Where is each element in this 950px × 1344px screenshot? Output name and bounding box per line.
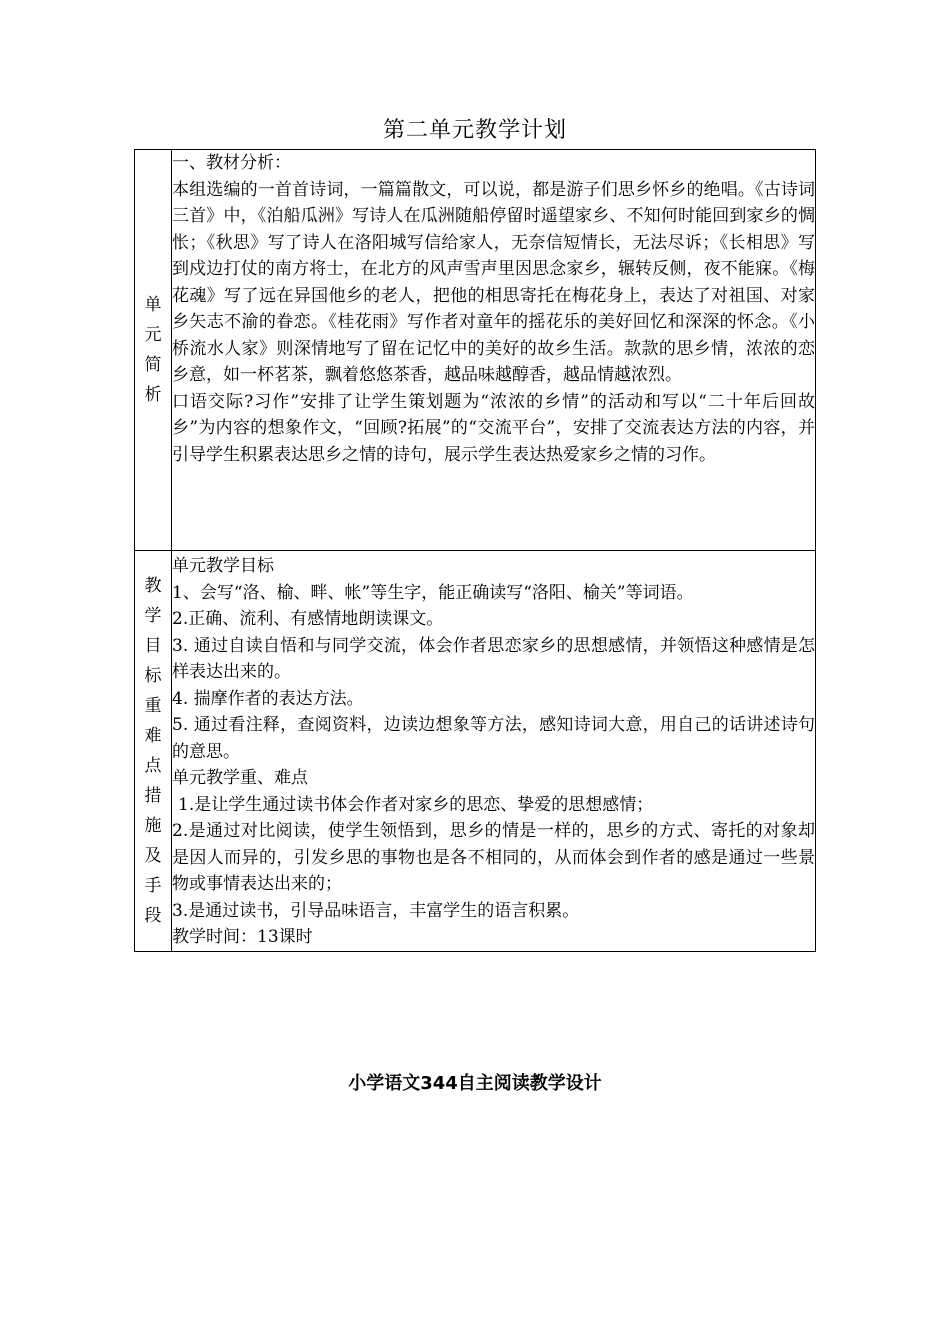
side-char: 措 <box>144 785 162 806</box>
side-label-analysis <box>135 150 172 551</box>
key-point-item: 1.是让学生通过读书体会作者对家乡的思恋、挚爱的思想感情； <box>178 794 654 815</box>
side-char: 施 <box>144 815 162 836</box>
plan-table <box>134 149 816 952</box>
document-title: 第二单元教学计划 <box>382 118 567 143</box>
side-char: 点 <box>144 755 162 776</box>
side-char: 简 <box>144 355 162 375</box>
side-char: 段 <box>144 905 162 926</box>
analysis-heading: 一、教材分析： <box>172 153 291 173</box>
goals-heading: 单元教学目标 <box>172 556 274 576</box>
key-point-item: 2.是通过对比阅读，使学生领悟到，思乡的情是一样的，思乡的方式、寄托的对象却是因人而异的，引发乡思的事物也是各不相同的，从而体会到作者的感是通过一些景物或事情表达出来的； <box>172 821 815 894</box>
goals-content <box>172 551 816 952</box>
goal-item: 4. 揣摩作者的表达方法。 <box>172 688 364 709</box>
key-point-item: 3.是通过读书，引导品味语言，丰富学生的语言积累。 <box>172 900 580 921</box>
goal-item: 3. 通过自读自悟和与同学交流，体会作者思恋家乡的思想感情，并领悟这种感情是怎样表达出来的。 <box>172 635 815 682</box>
next-document-title: 小学语文344自主阅读教学设计 <box>348 1073 602 1094</box>
side-char: 单 <box>144 295 162 315</box>
side-char: 教 <box>144 575 162 596</box>
side-char: 元 <box>144 325 162 345</box>
analysis-paragraph: 口语交际?习作”安排了让学生策划题为“浓浓的乡情”的活动和写以“二十年后回故乡”为内容的想象作文，“回顾?拓展”的“交流平台”，安排了交流表达方法的内容，并引导学生积累表达思乡之情的诗句，展示学生表达热爱家乡之情的习作。 <box>172 391 815 465</box>
side-char: 析 <box>144 385 162 405</box>
side-char: 标 <box>144 665 162 686</box>
side-char: 目 <box>144 635 162 656</box>
key-points-heading: 单元教学重、难点 <box>172 768 308 788</box>
goal-item: 1、会写“洛、榆、畔、帐”等生字，能正确读写“洛阳、榆关”等词语。 <box>172 582 694 603</box>
side-char: 重 <box>144 695 162 716</box>
analysis-paragraph: 本组选编的一首首诗词，一篇篇散文，可以说，都是游子们思乡怀乡的绝唱。《古诗词三首》中，《泊船瓜洲》写诗人在瓜洲随船停留时遥望家乡、不知何时能回到家乡的惆怅；《秋思》写了诗人在洛阳城写信给家人，无奈信短情长，无法尽诉；《长相思》写到戍边打仗的南方将士，在北方的风声雪声里因思念家乡，辗转反侧，夜不能寐。《梅花魂》写了远在异国他乡的老人，把他的相思寄托在梅花身上，表达了对祖国、对家乡矢志不渝的眷恋。《桂花雨》写作者对童年的摇花乐的美好回忆和深深的怀念。《小桥流水人家》则深情地写了留在记忆中的美好的故乡生活。款款的思乡情，浓浓的恋乡意，如一杯茗茶，飘着悠悠茶香，越品味越醇香，越品情越浓烈。 <box>172 179 815 385</box>
side-char: 及 <box>144 845 162 866</box>
table-row-analysis <box>135 150 816 551</box>
goal-item: 2.正确、流利、有感情地朗读课文。 <box>172 609 444 629</box>
side-label-goals <box>135 551 172 952</box>
side-char: 学 <box>144 605 162 626</box>
side-char: 难 <box>144 725 162 746</box>
teaching-time: 教学时间：13课时 <box>172 927 313 947</box>
table-row-goals <box>135 551 816 952</box>
analysis-content <box>172 150 816 551</box>
goal-item: 5. 通过看注释，查阅资料，边读边想象等方法，感知诗词大意，用自己的话讲述诗句的意思。 <box>172 715 815 762</box>
side-char: 手 <box>144 875 162 896</box>
